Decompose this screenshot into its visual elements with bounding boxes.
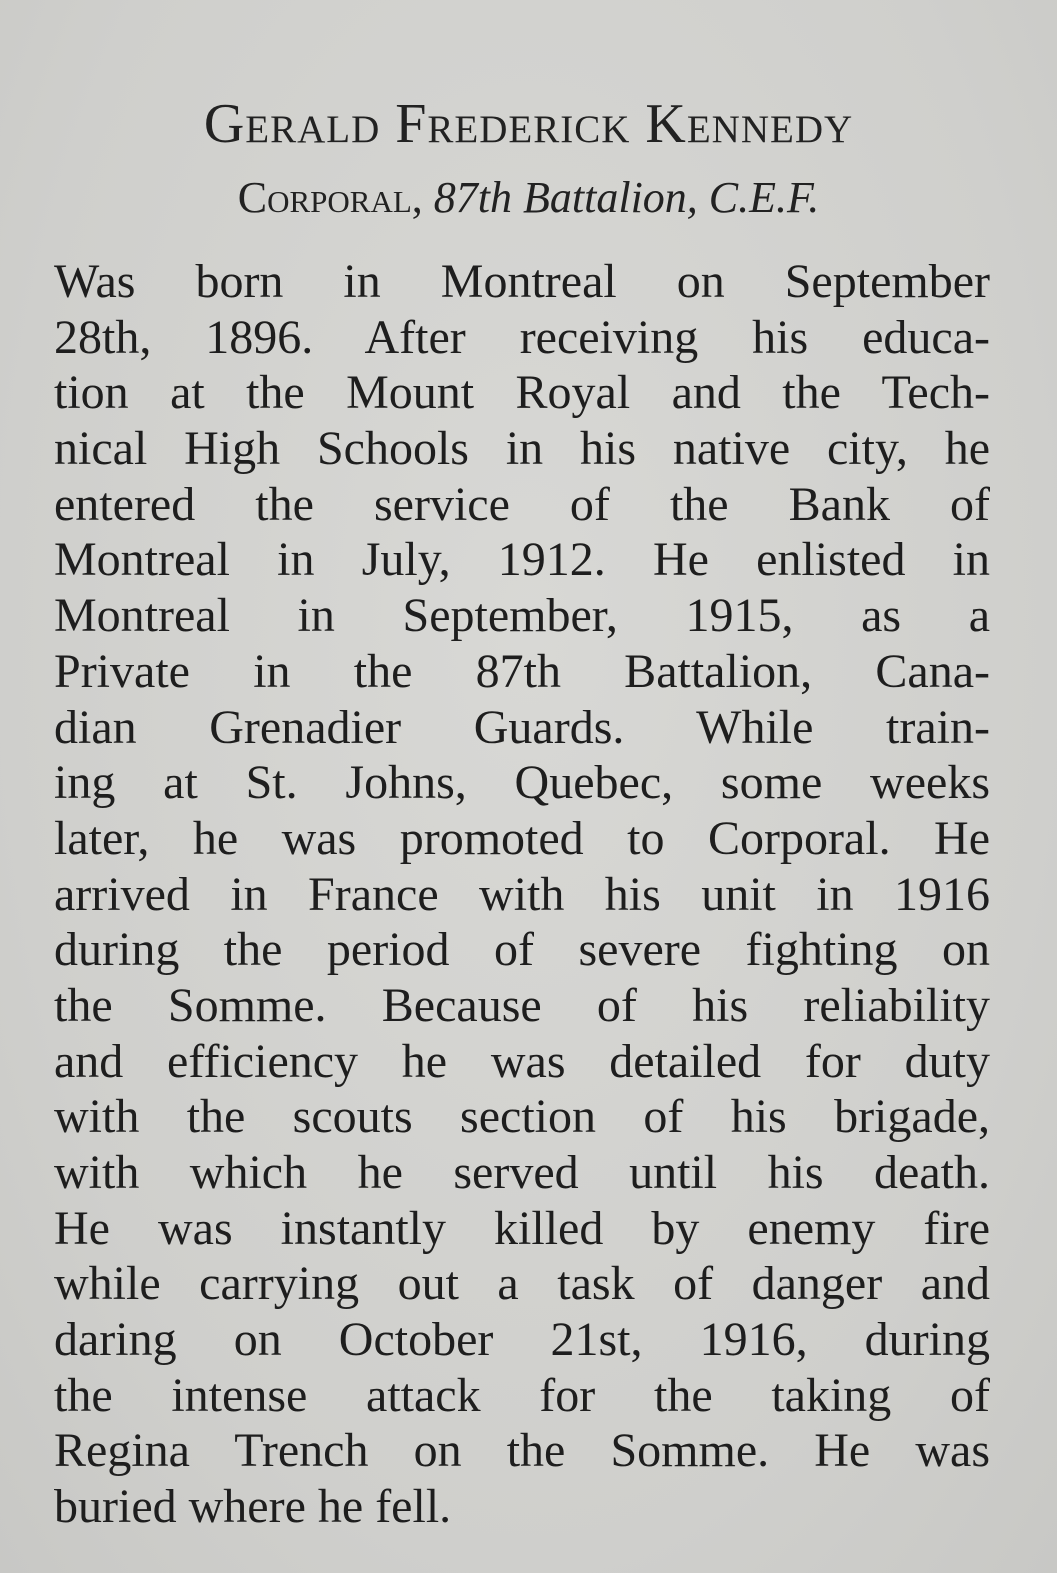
text-line: during the period of severe fighting on	[54, 923, 990, 977]
text-line: Private in the 87th Battalion, Cana-	[54, 644, 990, 698]
body-paragraph	[54, 254, 990, 1535]
text-line: tion at the Mount Royal and the Tech-	[54, 366, 990, 420]
text-line: later, he was promoted to Corporal. He	[54, 811, 990, 865]
subtitle	[0, 172, 1057, 224]
text-line: daring on October 21st, 1916, during	[54, 1313, 990, 1367]
text-line: arrived in France with his unit in 1916	[54, 867, 990, 921]
text-line: dian Grenadier Guards. While train-	[54, 700, 990, 754]
text-line: He was instantly killed by enemy fire	[54, 1201, 990, 1255]
text-line: Montreal in September, 1915, as a	[54, 589, 990, 643]
text-line: Regina Trench on the Somme. He was	[54, 1424, 990, 1478]
text-line: ing at St. Johns, Quebec, some weeks	[54, 756, 990, 810]
text-line: buried where he fell.	[54, 1480, 452, 1534]
text-line: the Somme. Because of his reliability	[54, 978, 990, 1032]
text-line: with the scouts section of his brigade,	[54, 1090, 990, 1144]
text-line: Was born in Montreal on September	[54, 255, 990, 308]
text-line: Montreal in July, 1912. He enlisted in	[54, 533, 990, 587]
text-line: the intense attack for the taking of	[54, 1368, 990, 1422]
text-line: and efficiency he was detailed for duty	[54, 1034, 990, 1088]
page-title: Gerald Frederick Kennedy	[203, 93, 854, 155]
rank-label: Corporal	[237, 173, 412, 222]
text-line: while carrying out a task of danger and	[54, 1257, 990, 1311]
text-line: 28th, 1896. After receiving his educa-	[54, 310, 990, 364]
unit-label: 87th Battalion, C.E.F.	[433, 173, 820, 222]
text-line: with which he served until his death.	[54, 1146, 990, 1199]
text-line: entered the service of the Bank of	[54, 477, 990, 531]
text-line: nical High Schools in his native city, he	[54, 422, 990, 476]
subtitle-separator: ,	[411, 173, 434, 222]
